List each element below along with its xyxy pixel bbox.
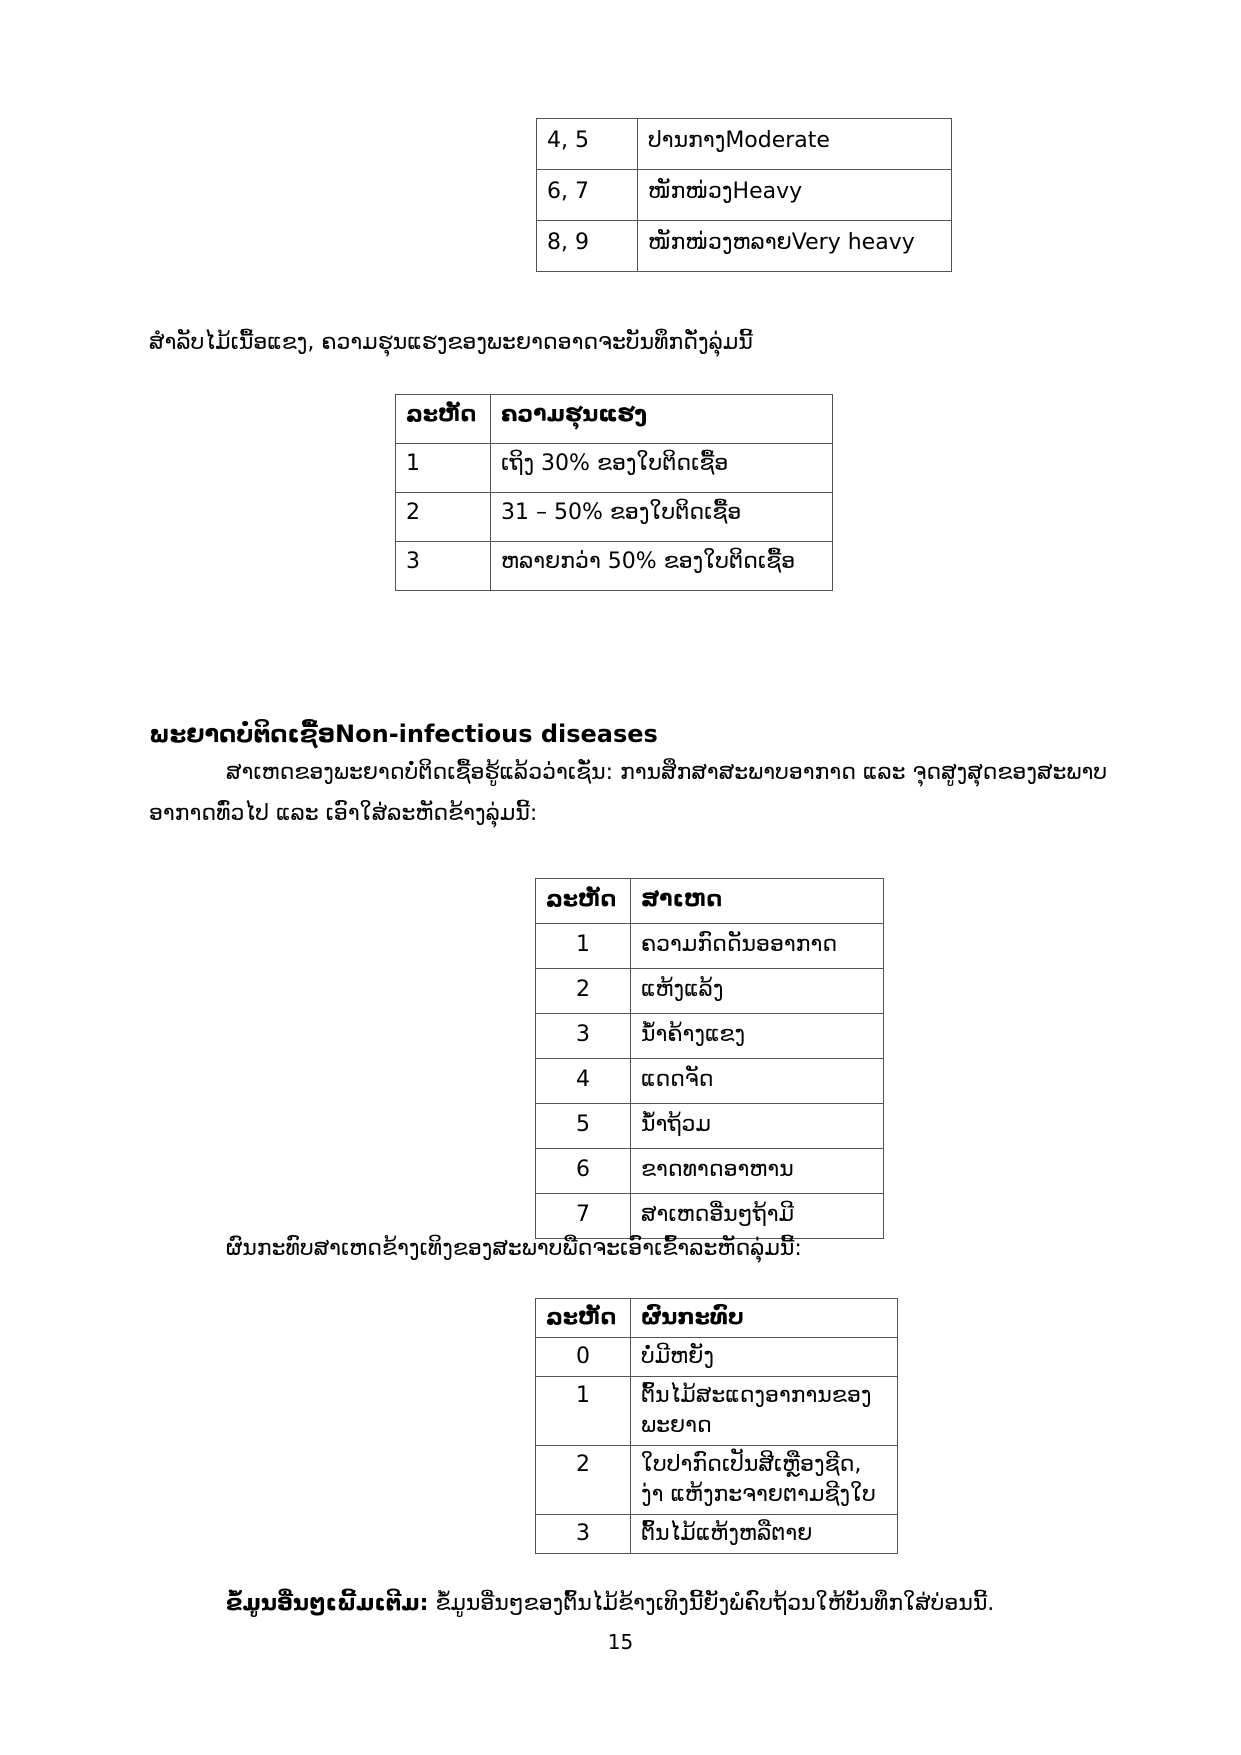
table-cell-code: 3 [536,1515,631,1554]
table-row [396,444,833,493]
page-number: 15 [607,1630,634,1654]
table-cell-code: 1 [536,924,631,969]
additional-info-label: ຂໍ້ມູນອື່ນໆເພີ້ມເຕີມ: [226,1591,429,1616]
table-cell-label: ສາເຫດອື່ນໆຖ້າມີ [631,1194,884,1239]
table-cell-code: 4 [536,1059,631,1104]
table-cell-code: 1 [536,1377,631,1446]
column-header-cause: ສາເຫດ [631,879,884,924]
causes-paragraph-line1: ສາເຫດຂອງພະຍາດບໍ່ຕິດເຊື້ອຮູ້ແລ້ວວ່າເຊັ່ນ: ການສຶກສາສະພາບອາກາດ ແລະ ຈຸດສູງສຸດຂອງສະພາບ [226,760,1108,785]
hardwood-severity-table [395,394,833,591]
table-row [536,1059,884,1104]
table-cell-label: ນ້ຳຄ້າງແຂງ [631,1014,884,1059]
table-cell-label: ຫລາຍກວ່າ 50% ຂອງໃບຕິດເຊື້ອ [491,542,833,591]
table-cell-code: 2 [536,969,631,1014]
table-cell-code: 4, 5 [537,119,638,170]
table-header-row [536,879,884,924]
table-row [536,924,884,969]
table-cell-label: 31 – 50% ຂອງໃບຕິດເຊື້ອ [491,493,833,542]
table-cell-label: ບໍ່ມີຫຍັງ [631,1338,898,1377]
causes-paragraph-line2: ອາກາດທົ່ວໄປ ແລະ ເອົາໃສ່ລະຫັດຂ້າງລຸ່ມນີ້: [149,801,538,826]
table-cell-code: 7 [536,1194,631,1239]
causes-table [535,878,884,1239]
table-cell-label: ແຫ້ງແລ້ງ [631,969,884,1014]
table-cell-label: ໃບປາກົດເປັນສີເຫຼືອງຊີດ, ງ່າ ແຫ້ງກະຈາຍຕາມຊີງໃບ [631,1446,898,1515]
table-header-row [396,395,833,444]
additional-info-text: ຂໍ້ມູນອື່ນໆຂອງຕົ້ນໄມ້ຂ້າງເທິງນີ້ຍັງພໍຄົບຖ້ວນໃຫ້ບັນທຶກໃສ່ບ່ອນນີ້. [428,1591,995,1616]
table-cell-code: 2 [536,1446,631,1515]
table-row [536,1338,898,1377]
hardwood-severity-paragraph: ສຳລັບໄມ້ເນື້ອແຂງ, ຄວາມຮຸນແຮງຂອງພະຍາດອາດຈະບັນທຶກດັ່ງລຸ່ມນີ້ [149,330,753,355]
table-row [536,1104,884,1149]
table-cell-code: 3 [396,542,491,591]
column-header-code: ລະຫັດ [536,879,631,924]
table-cell-label: ແດດຈັດ [631,1059,884,1104]
table-cell-code: 5 [536,1104,631,1149]
table-row [537,170,952,221]
additional-info-paragraph [226,1591,994,1616]
table-cell-label: ຂາດທາດອາຫານ [631,1149,884,1194]
effects-paragraph: ຜົນກະທົບສາເຫດຂ້າງເທິງຂອງສະພາບພືດຈະເອົາເຂົ້າລະຫັດລຸ່ມນີ້: [226,1236,802,1261]
table-row [396,493,833,542]
table-cell-code: 6, 7 [537,170,638,221]
table-row [536,1014,884,1059]
table-cell-label: ໜັກໜ່ວງHeavy [638,170,952,221]
table-row [396,542,833,591]
table-cell-label: ປານກາງModerate [638,119,952,170]
table-row [536,1149,884,1194]
table-cell-code: 1 [396,444,491,493]
table-cell-label: ເຖິງ 30% ຂອງໃບຕິດເຊື້ອ [491,444,833,493]
severity-table-continued [536,118,952,272]
section-heading: ພະຍາດບໍ່ຕິດເຊື້ອNon-infectious diseases [149,720,658,748]
table-row [536,1194,884,1239]
table-row [537,119,952,170]
table-row [536,1377,898,1446]
table-cell-label: ນ້ຳຖ້ວມ [631,1104,884,1149]
table-row [536,969,884,1014]
table-cell-label: ຕົ້ນໄມ້ສະແດງອາການຂອງ ພະຍາດ [631,1377,898,1446]
table-cell-label: ຄວາມກົດດັນອອາກາດ [631,924,884,969]
table-cell-code: 8, 9 [537,221,638,272]
table-row [536,1446,898,1515]
table-cell-code: 3 [536,1014,631,1059]
table-header-row [536,1299,898,1338]
table-cell-label: ຕົ້ນໄມ້ແຫ້ງຫລືຕາຍ [631,1515,898,1554]
table-row [536,1515,898,1554]
column-header-effect: ຜົນກະທົບ [631,1299,898,1338]
table-cell-code: 2 [396,493,491,542]
column-header-code: ລະຫັດ [536,1299,631,1338]
effects-table [535,1298,898,1554]
table-cell-code: 0 [536,1338,631,1377]
column-header-code: ລະຫັດ [396,395,491,444]
table-cell-label: ໜັກໜ່ວງຫລາຍVery heavy [638,221,952,272]
table-row [537,221,952,272]
table-cell-code: 6 [536,1149,631,1194]
column-header-severity: ຄວາມຮຸນແຮງ [491,395,833,444]
